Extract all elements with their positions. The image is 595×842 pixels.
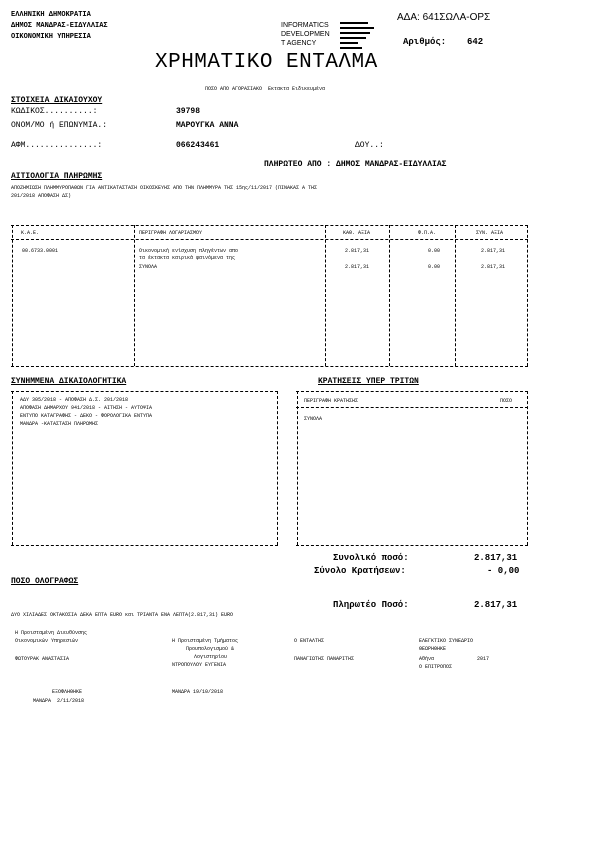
table-col-divider bbox=[12, 225, 13, 366]
signatory-2-name: ΝΤΡΟΠΟΥΛΟΥ ΕΥΓΕΝΙΑ bbox=[172, 662, 227, 668]
signatory-2-title-3: Λογιστηρίου bbox=[194, 654, 228, 660]
audit-court-year: 2017 bbox=[477, 656, 490, 662]
document-title: ΧΡΗΜΑΤΙΚΟ ΕΝΤΑΛΜΑ bbox=[155, 51, 378, 74]
issue-place-date: ΜΑΝΔΡΑ 19/10/2018 bbox=[172, 689, 224, 695]
payable-amount-label: Πληρωτέο Ποσό: bbox=[333, 600, 409, 610]
docs-box-right-border bbox=[277, 391, 278, 545]
afm-value: 066243461 bbox=[176, 141, 220, 150]
total-amount-value: 2.817,31 bbox=[474, 553, 518, 563]
withheld-total-label: Σύνολο Κρατήσεων: bbox=[314, 566, 406, 576]
document-subtitle: ΠΟΣΟ ΑΠΟ ΑΓΟΡΑΣΙΑΚΟ Εκτακτα Ειδικευμένα bbox=[205, 86, 326, 92]
total-amount-label: Συνολικό ποσό: bbox=[333, 553, 409, 563]
withholdings-col-amount: ΠΟΣΟ bbox=[500, 398, 513, 404]
withholdings-sum-label: ΣΥΝΟΛΑ bbox=[304, 416, 323, 422]
col-header-vat: Φ.Π.Α. bbox=[418, 230, 437, 236]
logo-text-3: T AGENCY bbox=[281, 40, 317, 47]
withholdings-right-border bbox=[527, 391, 528, 545]
afm-label: ΑΦΜ...............: bbox=[11, 141, 103, 150]
arithmos-value: 642 bbox=[467, 37, 484, 47]
withholdings-header-border bbox=[296, 407, 528, 408]
docs-box-bottom-border bbox=[11, 545, 278, 546]
col-header-net-value: ΚΑΘ. ΑΞΙΑ bbox=[343, 230, 371, 236]
logo-fine-print bbox=[340, 32, 370, 34]
table-top-border bbox=[11, 225, 528, 226]
ada-code: ΑΔΑ: 641ΣΩΛΑ-ΟΡΣ bbox=[397, 12, 491, 23]
audit-court-place: Αθήνα bbox=[419, 656, 435, 662]
audit-court-approved: ΘΕΩΡΗΘΗΚΕ bbox=[419, 646, 447, 652]
signatory-2-title-2: Προυπολογισμού & bbox=[186, 646, 235, 652]
withholdings-col-desc: ΠΕΡΙΓΡΑΦΗ ΚΡΑΤΗΣΗΣ bbox=[304, 398, 359, 404]
withholdings-section-title: ΚΡΑΤΗΣΕΙΣ ΥΠΕΡ ΤΡΙΤΩΝ bbox=[318, 377, 419, 386]
signatory-1-title-1: Η Προισταμένη Διευθύνσης bbox=[15, 630, 88, 636]
doc-line: ΜΑΝΔΡΑ -ΚΑΤΑΣΤΑΣΗ ΠΛΗΡΩΜΗΣ bbox=[20, 421, 99, 427]
issuer-line-2: ΔΗΜΟΣ ΜΑΝΔΡΑΣ-ΕΙΔΥΛΛΙΑΣ bbox=[11, 22, 108, 30]
signatory-1-title-2: Οικονομικών Υπηρεσιών bbox=[15, 638, 79, 644]
audit-court-title: ΕΛΕΓΚΤΙΚΟ ΣΥΝΕΔΡΙΟ bbox=[419, 638, 474, 644]
logo-text-1: INFORMATICS bbox=[281, 22, 329, 29]
justification-text-1: ΑΠΟΖΗΜΙΩΣΗ ΠΛΗΜΜΥΡΟΠΑΘΩΝ ΓΙΑ ΑΝΤΙΚΑΤΑΣΤΑΣΗ ΟΙΚΟΣΚΕΥΗΣ ΑΠΟ ΤΗΝ ΠΛΗΜΜΥΡΑ ΤΗΣ 15ης/11/2017 (ΠΙΝΑΚΑΣ Α ΤΗΣ bbox=[11, 185, 318, 191]
col-header-description: ΠΕΡΙΓΡΑΦΗ ΛΟΓΑΡΙΑΣΜΟΥ bbox=[139, 230, 203, 236]
signatory-1-name: ΦΩΤΟΥΡΑΚ ΑΝΑΣΤΑΣΙΑ bbox=[15, 656, 70, 662]
logo-fine-print bbox=[340, 47, 362, 49]
name-label: ΟΝΟΜ/ΜΟ ή ΕΠΩΝΥΜΙΑ.: bbox=[11, 121, 108, 130]
withholdings-bottom-border bbox=[296, 545, 528, 546]
code-label: ΚΩΔΙΚΟΣ..........: bbox=[11, 107, 98, 116]
row-account-desc-1: Οικονομική ενίσχυση πληγέντων απο bbox=[139, 248, 239, 254]
sum-label: ΣΥΝΟΛΑ bbox=[139, 264, 158, 270]
table-col-divider bbox=[134, 225, 135, 366]
row-total-value: 2.817,31 bbox=[481, 248, 506, 254]
withholdings-left-border bbox=[297, 391, 298, 545]
audit-commissioner: Ο ΕΠΙΤΡΟΠΟΣ bbox=[419, 664, 453, 670]
logo-fine-print bbox=[340, 37, 366, 39]
payable-from: ΠΛΗΡΩΤΕΟ ΑΠΟ : ΔΗΜΟΣ ΜΑΝΔΡΑΣ-ΕΙΔΥΛΛΙΑΣ bbox=[264, 160, 447, 169]
docs-box-left-border bbox=[12, 391, 13, 545]
signatory-3-name: ΠΑΝΑΓΙΩΤΗΣ ΠΑΝΑΡΙΤΗΣ bbox=[294, 656, 355, 662]
logo-fine-print bbox=[340, 22, 368, 24]
table-col-divider bbox=[325, 225, 326, 366]
table-col-divider bbox=[527, 225, 528, 366]
code-value: 39798 bbox=[176, 107, 201, 116]
table-header-border bbox=[11, 239, 528, 240]
amount-words-section-title: ΠΟΣΟ ΟΛΟΓΡΑΦΩΣ bbox=[11, 577, 79, 586]
sum-vat-value: 0.00 bbox=[428, 264, 441, 270]
justification-text-2: 201/2018 ΑΠΟΦΑΣΗ ΔΣ) bbox=[11, 193, 72, 199]
col-header-total-value: ΣΥΝ. ΑΞΙΑ bbox=[476, 230, 504, 236]
col-header-kae: Κ.Α.Ε. bbox=[21, 230, 40, 236]
row-account-desc-2: τα έκτακτα καιρικά φαινόμενα της bbox=[139, 255, 236, 261]
arithmos-label: Αριθμός: bbox=[403, 37, 447, 47]
logo-fine-print bbox=[340, 42, 358, 44]
row-account-code: 00.6733.0001 bbox=[22, 248, 59, 254]
paid-place-date: ΜΑΝΔΡΑ 2/11/2018 bbox=[33, 698, 85, 704]
withholdings-top-border bbox=[296, 391, 528, 392]
name-value: ΜΑΡΟΥΓΚΑ ΑΝΝΑ bbox=[176, 121, 239, 130]
doy-label: ΔΟΥ..: bbox=[355, 141, 384, 150]
issuer-line-3: ΟΙΚΟΝΟΜΙΚΗ ΥΠΗΡΕΣΙΑ bbox=[11, 33, 91, 41]
row-vat-value: 0.00 bbox=[428, 248, 441, 254]
beneficiary-section-title: ΣΤΟΙΧΕΙΑ ΔΙΚΑΙΟΥΧΟΥ bbox=[11, 96, 103, 105]
doc-line: ΕΝΤΥΠΟ ΚΑΤΑΓΡΑΦΗΣ - ΔΕΚΟ - ΦΟΡΟΛΟΓΙΚΑ ΕΝΤΥΠΑ bbox=[20, 413, 153, 419]
doc-line: ΑΠΟΦΑΣΗ ΔΗΜΑΡΧΟΥ 941/2018 - ΑΙΤΗΣΗ - ΑΥΤΟΨΙΑ bbox=[20, 405, 153, 411]
table-col-divider bbox=[389, 225, 390, 366]
signatory-2-title-1: Η Προισταμένη Τμήματος bbox=[172, 638, 239, 644]
payable-amount-value: 2.817,31 bbox=[474, 600, 518, 610]
doc-line: ΑΔΥ 305/2018 - ΑΠΟΦΑΣΗ Δ.Σ. 201/2018 bbox=[20, 397, 129, 403]
signatory-3-title: Ο ΕΝΤΑΛΤΗΣ bbox=[294, 638, 325, 644]
supporting-docs-section-title: ΣΥΝΗΜΜΕΝΑ ΔΙΚΑΙΟΛΟΓΗΤΙΚΑ bbox=[11, 377, 127, 386]
table-bottom-border bbox=[11, 366, 528, 367]
justification-section-title: ΑΙΤΙΟΛΟΓΙΑ ΠΛΗΡΩΜΗΣ bbox=[11, 172, 103, 181]
withheld-total-value: - 0,00 bbox=[487, 566, 520, 576]
sum-net-value: 2.817,31 bbox=[345, 264, 370, 270]
docs-box-top-border bbox=[11, 391, 278, 392]
paid-label: ΕΞΟΦΛΗΘΗΚΕ bbox=[52, 689, 83, 695]
amount-in-words: ΔΥΟ ΧΙΛΙΑΔΕΣ ΟΚΤΑΚΟΣΙΑ ΔΕΚΑ ΕΠΤΑ EURO και ΤΡΙΑΝΤΑ ΕΝΑ ΛΕΠΤΑ(2.817,31) EURO bbox=[11, 612, 234, 618]
table-col-divider bbox=[455, 225, 456, 366]
sum-total-value: 2.817,31 bbox=[481, 264, 506, 270]
issuer-line-1: ΕΛΛΗΝΙΚΗ ΔΗΜΟΚΡΑΤΙΑ bbox=[11, 11, 91, 19]
logo-text-2: DEVELOPMEN bbox=[281, 31, 330, 38]
row-net-value: 2.817,31 bbox=[345, 248, 370, 254]
logo-fine-print bbox=[340, 27, 374, 29]
